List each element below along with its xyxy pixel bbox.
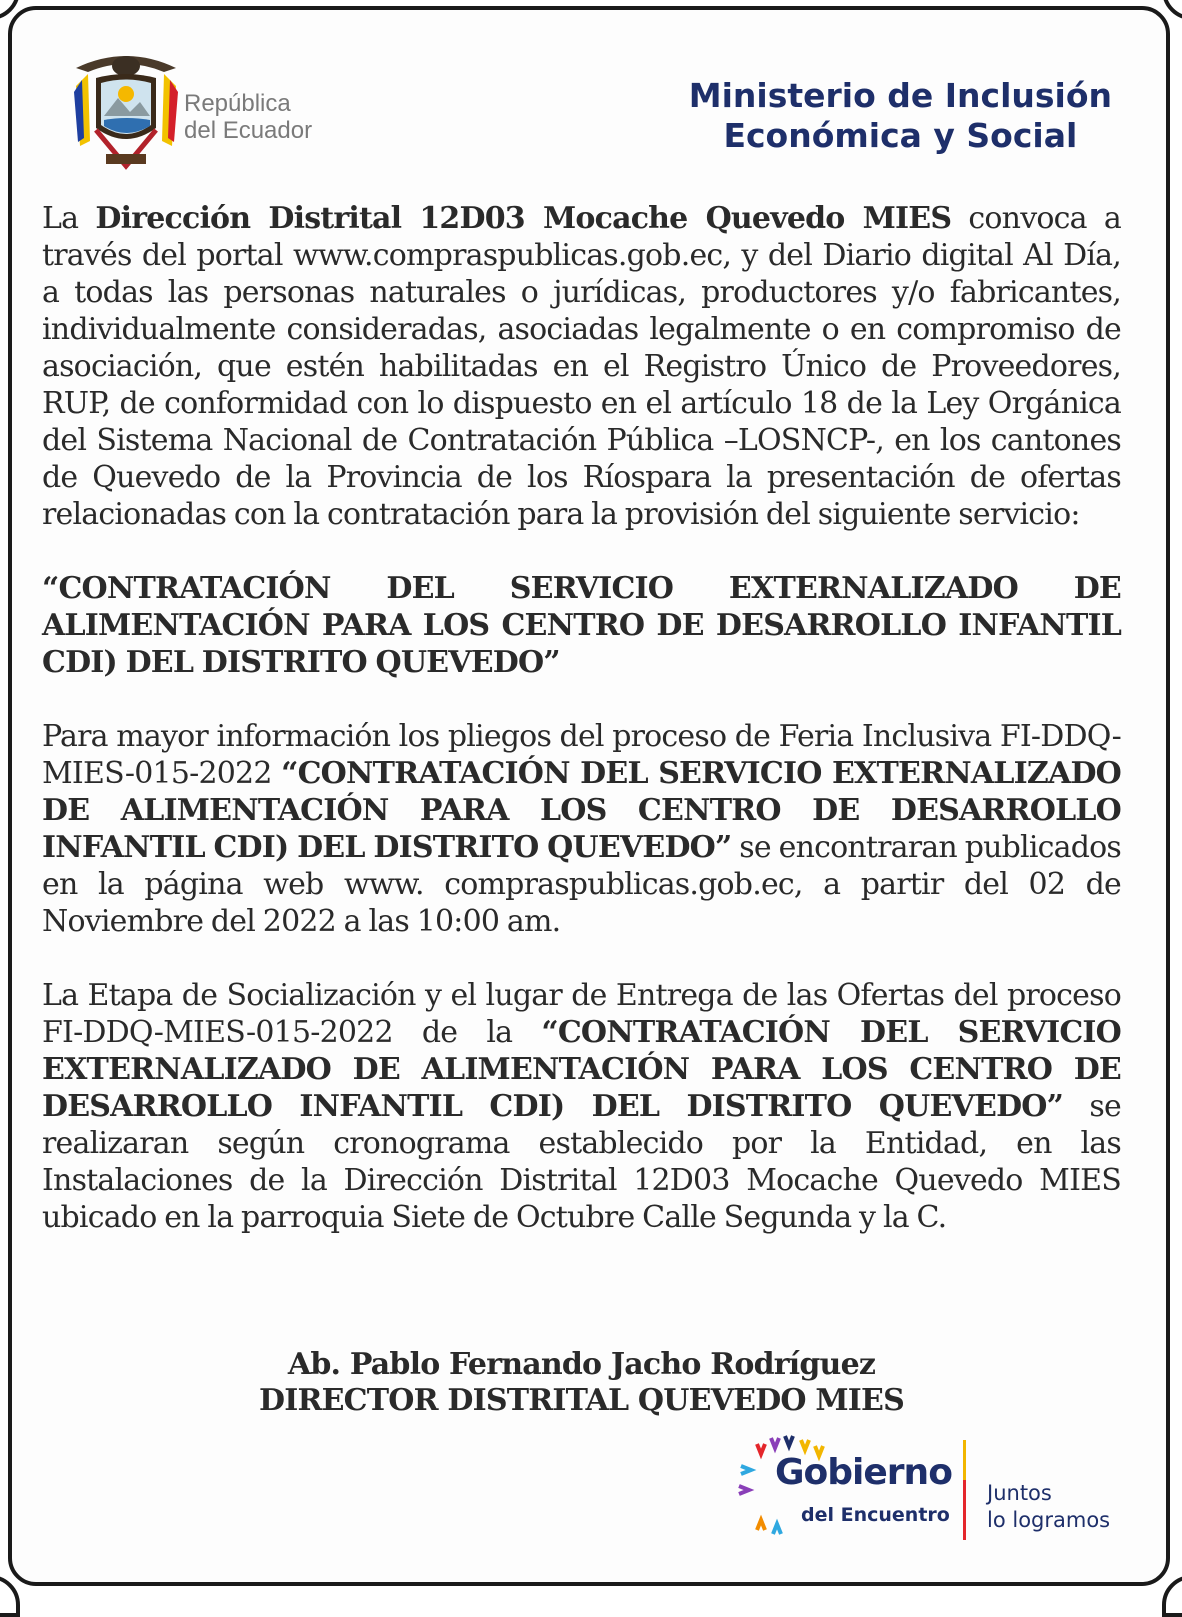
paragraph-text: La Etapa de Socialización y el lugar de Entrega de las Ofertas del proceso FI-DDQ-MIES-015-2022 de la: [42, 978, 1121, 1050]
republic-line-2: del Ecuador: [184, 117, 313, 144]
paragraph-convocatoria: [42, 200, 1121, 533]
paragraph-socializacion: [42, 977, 1121, 1236]
ministry-line-1: Ministerio de Inclusión: [688, 76, 1112, 115]
notice-body: [42, 200, 1121, 1236]
slogan: [987, 1480, 1110, 1534]
paragraph-text: Para mayor información los pliegos del proceso de Feria Inclusiva FI-DDQ-MIES-015-2022: [42, 719, 1121, 791]
contract-title-inline: “CONTRATACIÓN DEL SERVICIO EXTERNALIZADO DE ALIMENTACIÓN PARA LOS CENTRO DE DESARROLLO INFANTIL CDI) DEL DISTRITO QUEVEDO”: [42, 1015, 1121, 1124]
paragraph-lead: La: [42, 201, 96, 236]
coat-of-arms-icon: [66, 46, 186, 176]
slogan-line-2: lo logramos: [987, 1508, 1111, 1532]
gobierno-wordmark: Gobierno: [775, 1452, 952, 1493]
contract-title-inline: “CONTRATACIÓN DEL SERVICIO EXTERNALIZADO DE ALIMENTACIÓN PARA LOS CENTRO DE DESARROLLO INFANTIL CDI) DEL DISTRITO QUEVEDO”: [42, 756, 1121, 865]
signatory-title: DIRECTOR DISTRITAL QUEVEDO MIES: [259, 1383, 904, 1418]
paragraph-pliegos: [42, 718, 1121, 940]
republic-line-1: República: [184, 90, 291, 117]
gobierno-del-encuentro-logo: [735, 1432, 1135, 1552]
slogan-line-1: Juntos: [987, 1481, 1052, 1505]
paragraph-text: convoca a través del portal www.compraspublicas.gob.ec, y del Diario digital Al Día, a todas las personas naturales o jurídicas, productores y/o fabricantes, individualmente consideradas, asociadas legalmente o en compromiso de asociación, que estén habilitadas en el Registro Único de Proveedores, RUP, de conformidad con lo dispuesto en el artículo 18 de la Ley Orgánica del Sistema Nacional de Contratación Pública –LOSNCP-, en los cantones de Quevedo de la Provincia de los Ríospara la presentación de ofertas relacionadas con la contratación para la provisión del siguiente servicio:: [42, 201, 1121, 532]
frame-corner-bottom-left: [0, 1575, 20, 1617]
logo-divider: [963, 1440, 966, 1540]
contract-title: “CONTRATACIÓN DEL SERVICIO EXTERNALIZADO DE ALIMENTACIÓN PARA LOS CENTRO DE DESARROLLO INFANTIL CDI) DEL DISTRITO QUEVEDO”: [42, 571, 1121, 680]
del-encuentro-label: del Encuentro: [801, 1504, 950, 1526]
ministry-title: [689, 76, 1112, 156]
signature-block: [42, 1347, 1121, 1419]
notice-header: [60, 38, 1140, 178]
signatory-name: Ab. Pablo Fernando Jacho Rodríguez: [287, 1347, 876, 1382]
frame-corner-top-right: [1162, 0, 1182, 20]
paragraph-text: se realizaran según cronograma establecido por la Entidad, en las Instalaciones de la Dirección Distrital 12D03 Mocache Quevedo MIES ubicado en la parroquia Siete de Octubre Calle Segunda y la C.: [42, 1089, 1121, 1235]
frame-corner-bottom-right: [1162, 1575, 1182, 1617]
ministry-line-2: Económica y Social: [723, 116, 1078, 155]
entity-name: Dirección Distrital 12D03 Mocache Quevedo MIES: [95, 201, 952, 236]
republic-label: [184, 90, 312, 144]
paragraph-text: se encontraran publicados en la página web www. compraspublicas.gob.ec, a partir del 02 de Noviembre del 2022 a las 10:00 am.: [42, 830, 1121, 939]
